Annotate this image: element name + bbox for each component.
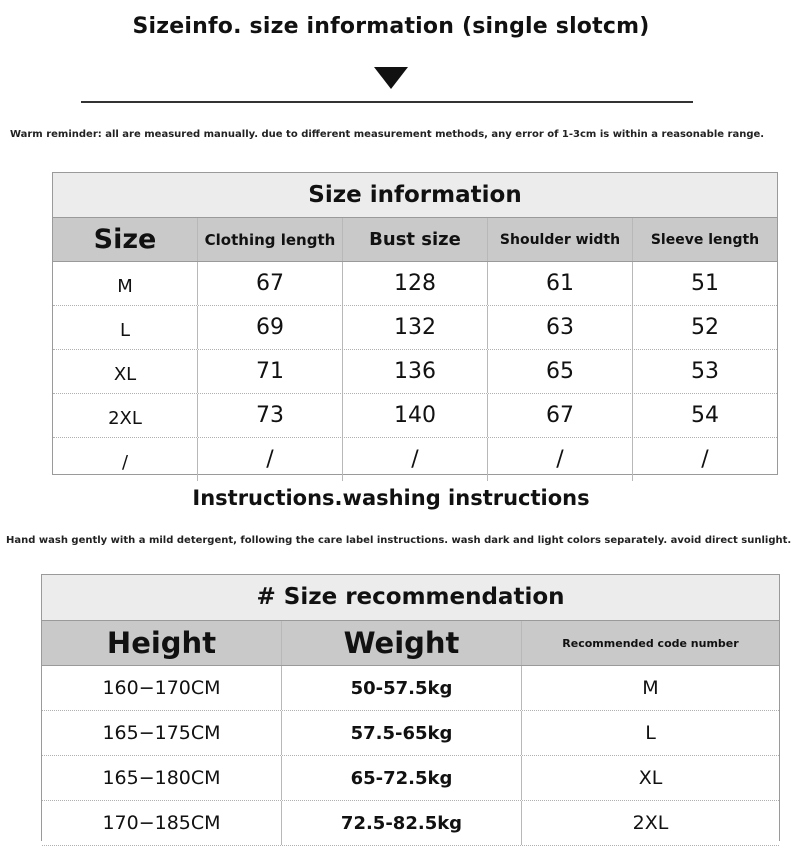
washing-instructions-title: Instructions.washing instructions [192, 486, 590, 510]
cell-sleeve: 54 [691, 403, 719, 428]
cell-bust: / [343, 438, 488, 481]
cell-size: / [53, 438, 198, 481]
down-arrow-icon [374, 67, 408, 89]
cell-size: L [53, 306, 198, 349]
header-shoulder-width: Shoulder width [488, 218, 633, 261]
cell-weight: 65-72.5kg [282, 756, 522, 800]
cell-shoulder: / [488, 438, 633, 481]
cell-height: 170−185CM [42, 801, 282, 845]
cell-height: 165−175CM [42, 711, 282, 755]
measurement-reminder: Warm reminder: all are measured manually. due to different measurement methods, any error of 1-3cm is within a reasonable range. [9, 129, 765, 140]
cell-length: / [198, 438, 343, 481]
cell-code: 2XL [632, 812, 669, 834]
cell-sleeve: / [701, 447, 709, 472]
cell-weight: 72.5-82.5kg [282, 801, 522, 845]
cell-length: 73 [198, 394, 343, 437]
header-bust-size: Bust size [343, 218, 488, 261]
cell-size: XL [53, 350, 198, 393]
header-clothing-length: Clothing length [198, 218, 343, 261]
cell-weight: 50-57.5kg [282, 666, 522, 710]
table-row [53, 262, 777, 306]
table-row [42, 801, 779, 846]
table-row [42, 756, 779, 801]
header-weight: Weight [282, 621, 522, 665]
cell-size: M [53, 262, 198, 305]
cell-bust: 128 [343, 262, 488, 305]
recommendation-table-caption: # Size recommendation [42, 575, 779, 621]
table-row [53, 438, 777, 481]
cell-code: M [642, 677, 659, 699]
cell-length: 71 [198, 350, 343, 393]
table-row [53, 350, 777, 394]
cell-sleeve: 53 [691, 359, 719, 384]
cell-code: L [645, 722, 656, 744]
size-table-header-row [53, 218, 777, 262]
cell-size: 2XL [53, 394, 198, 437]
header-height: Height [42, 621, 282, 665]
cell-code: XL [638, 767, 663, 789]
cell-shoulder: 67 [488, 394, 633, 437]
cell-bust: 140 [343, 394, 488, 437]
table-row [53, 394, 777, 438]
cell-height: 160−170CM [42, 666, 282, 710]
page-title: Sizeinfo. size information (single slotcm) [132, 14, 650, 39]
size-recommendation-table [41, 574, 780, 841]
table-row [42, 666, 779, 711]
cell-sleeve: 52 [691, 315, 719, 340]
cell-height: 165−180CM [42, 756, 282, 800]
size-information-table [52, 172, 778, 475]
cell-shoulder: 61 [488, 262, 633, 305]
cell-shoulder: 65 [488, 350, 633, 393]
size-table-caption: Size information [53, 173, 777, 218]
cell-bust: 136 [343, 350, 488, 393]
washing-instructions-text: Hand wash gently with a mild detergent, following the care label instructions. wash dark and light colors separately. avoid direct sunlight. [6, 535, 792, 546]
divider [81, 101, 693, 103]
cell-weight: 57.5-65kg [282, 711, 522, 755]
header-sleeve-length: Sleeve length [650, 231, 760, 248]
cell-sleeve: 51 [691, 271, 719, 296]
recommendation-header-row [42, 621, 779, 666]
header-size: Size [53, 218, 198, 261]
cell-bust: 132 [343, 306, 488, 349]
table-row [53, 306, 777, 350]
cell-length: 67 [198, 262, 343, 305]
cell-length: 69 [198, 306, 343, 349]
table-row [42, 711, 779, 756]
header-recommended-code: Recommended code number [562, 636, 739, 650]
cell-shoulder: 63 [488, 306, 633, 349]
